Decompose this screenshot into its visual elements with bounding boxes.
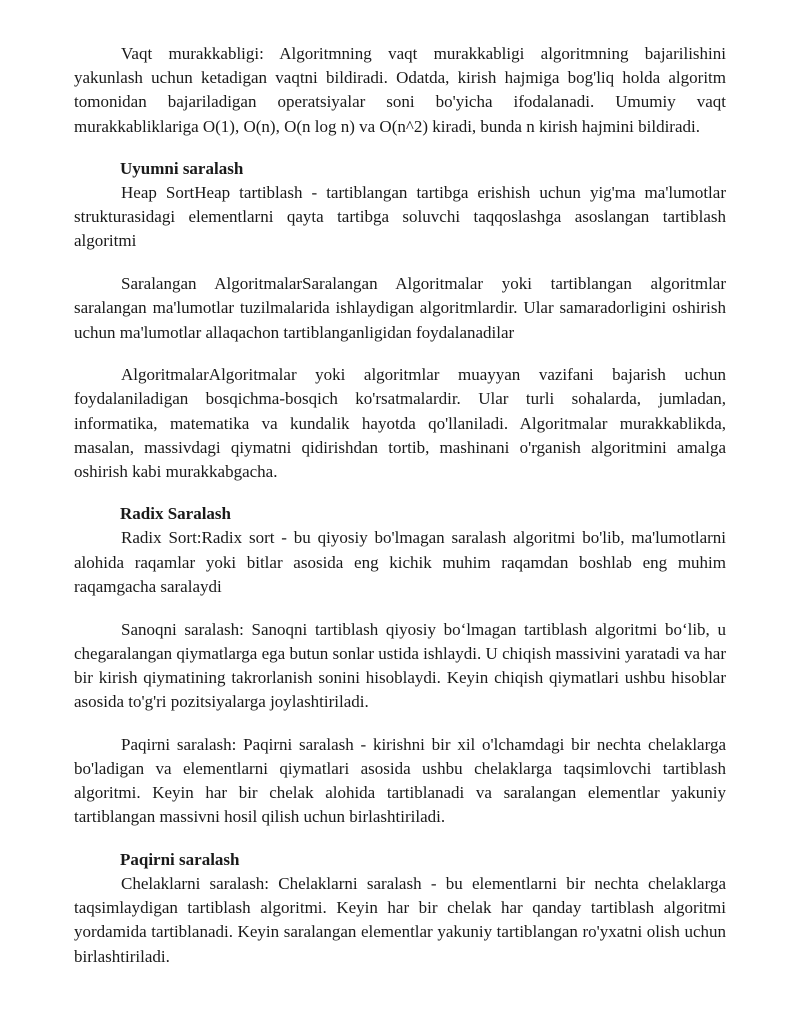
heading-heap-sort: Uyumni saralash (120, 158, 244, 178)
paragraph-algorithms: AlgoritmalarAlgoritmalar yoki algoritmlar muayyan vazifani bajarish uchun foydalaniladigan bosqichma-bosqich ko'rsatmalardir. Ular turli sohalarda, jumladan, informatika, matematika va kundalik hayotda qo'llaniladi. Algoritmalar murakkablikda, masalan, massivdagi qiymatni qidirishdan tortib, mashinani o'rganish algoritmini amalga oshirish kabi murakkabgacha. (74, 365, 726, 482)
document-page (74, 42, 726, 969)
paragraph-bucket-sort-2: Chelaklarni saralash: Chelaklarni saralash - bu elementlarni bir nechta chelaklarga taqsimlaydigan tartiblash algoritmi. Keyin har bir chelak har qanday tartiblash algoritmi yordamida tartiblanadi. Keyin saralangan elementlar yakuniy tartiblangan ro'yxatni olish uchun birlashtiriladi. (74, 873, 726, 966)
heading-radix-sort: Radix Saralash (120, 504, 231, 524)
paragraph-bucket-sort: Paqirni saralash: Paqirni saralash - kirishni bir xil o'lchamdagi bir nechta chelaklarga bo'ladigan va elementlarni qiymatlari asosida ushbu chelaklarga taqsimlovchi tartiblash algoritmi. Keyin har bir chelak alohida tartiblanadi va saralangan elementlar yakuniy tartiblangan massivni hosil qilish uchun birlashtiriladi. (74, 734, 726, 827)
paragraph-heap-sort: Heap SortHeap tartiblash - tartiblangan tartibga erishish uchun yig'ma ma'lumotlar strukturasidagi elementlarni qayta tartibga soluvchi taqqoslashga asoslangan tartiblash algoritmi (74, 183, 726, 251)
heading-bucket-sort: Paqirni saralash (120, 849, 240, 869)
paragraph-radix-sort: Radix Sort:Radix sort - bu qiyosiy bo'lmagan saralash algoritmi bo'lib, ma'lumotlarni alohida raqamlar yoki bitlar asosida eng kichik muhim raqamdan boshlab eng muhim raqamgacha saralaydi (74, 528, 726, 596)
paragraph-time-complexity: Vaqt murakkabligi: Algoritmning vaqt murakkabligi algoritmning bajarilishini yakunlash uchun ketadigan vaqtni bildiradi. Odatda, kirish hajmiga bog'liq holda algoritm tomonidan bajariladigan operatsiyalar soni bo'yicha ifodalanadi. Umumiy vaqt murakkabliklariga O(1), O(n), O(n log n) va O(n^2) kiradi, bunda n kirish hajmini bildiradi. (74, 44, 726, 136)
paragraph-counting-sort: Sanoqni saralash: Sanoqni tartiblash qiyosiy boʻlmagan tartiblash algoritmi boʻlib, u chegaralangan qiymatlarga ega butun sonlar ustida ishlaydi. U chiqish massivini yaratadi va har bir kirish qiymatining takrorlanish sonini hisoblaydi. Keyin chiqish qiymatlari ushbu hisoblar asosida to'g'ri pozitsiyalarga joylashtiriladi. (74, 619, 726, 712)
paragraph-sorted-algorithms: Saralangan AlgoritmalarSaralangan Algoritmalar yoki tartiblangan algoritmlar saralangan ma'lumotlar tuzilmalarida ishlaydigan algoritmlardir. Ular samaradorligini oshirish uchun ma'lumotlar allaqachon tartiblanganligidan foydalanadilar (74, 274, 726, 342)
